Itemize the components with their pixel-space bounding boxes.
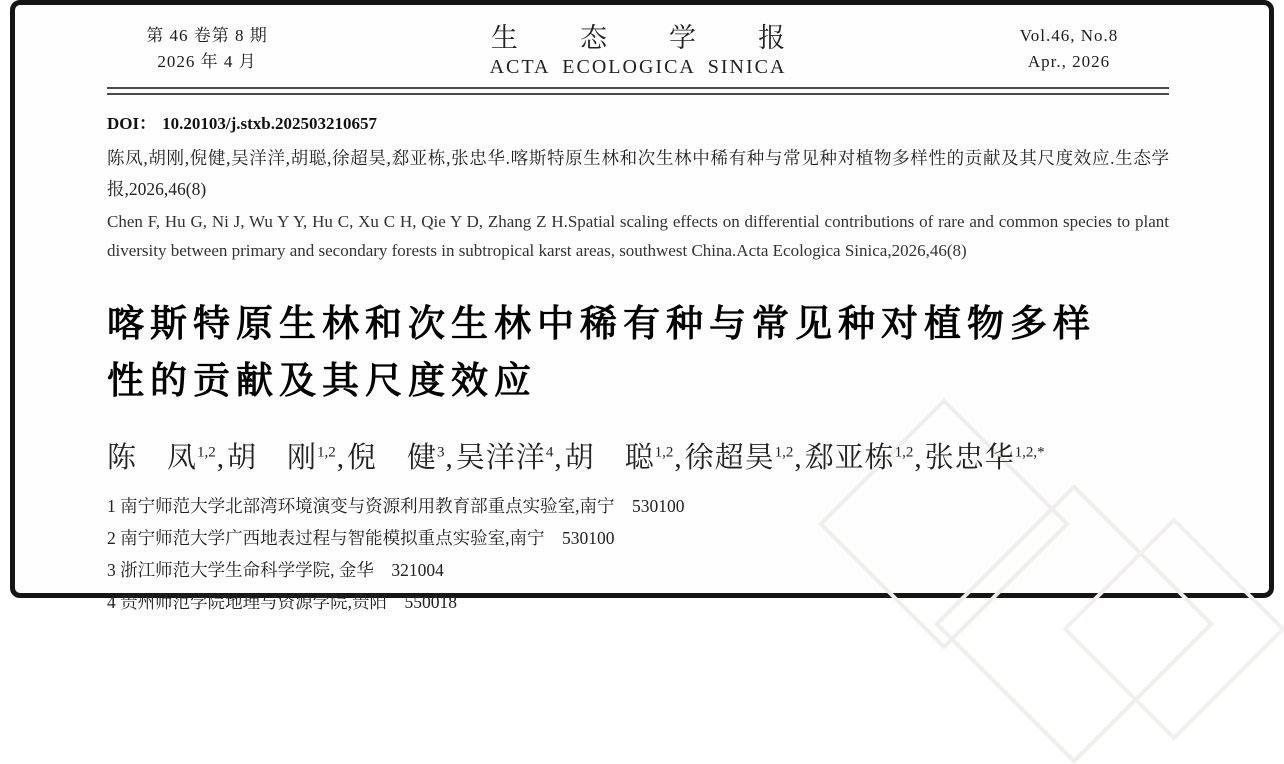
journal-title-block (307, 23, 969, 81)
author-separator: , (674, 442, 683, 474)
journal-header (107, 23, 1169, 81)
author-separator: , (554, 442, 563, 474)
author-separator: , (216, 442, 226, 474)
author-name: 胡 聪$^{1,2}$ (564, 442, 674, 474)
journal-title-en: ACTA ECOLOGICA SINICA (489, 56, 787, 78)
journal-issue-info (107, 23, 307, 75)
author-separator: , (794, 442, 803, 474)
article-title-line2: 性的贡献及其尺度效应 (107, 360, 537, 401)
doi-line (107, 109, 1169, 134)
header-divider (107, 87, 1169, 95)
affiliation-row: 3 浙江师范大学生命科学学院, 金华 321004 (107, 560, 444, 580)
author-name: 倪 健$^3$ (347, 442, 445, 474)
page-content (15, 5, 1269, 618)
scanned-page (10, 0, 1274, 612)
author-affiliation-superscript: 1,2 (197, 444, 216, 461)
author-affiliation-superscript: 4 (545, 444, 554, 461)
volume-number-en: Vol.46, No.8 (1019, 26, 1119, 45)
doi-value: 10.20103/j.stxb.202503210657 (162, 114, 377, 133)
author-separator: , (336, 442, 346, 474)
author-name: 吴洋洋$^4$ (455, 442, 554, 474)
affiliation-row: 2 南宁师范大学广西地表过程与智能模拟重点实验室,南宁 530100 (107, 528, 615, 548)
author-separator: , (445, 442, 454, 474)
journal-volume-info (969, 23, 1169, 75)
doi-label: DOI： (107, 114, 157, 133)
author-affiliation-superscript: 1,2 (894, 444, 914, 461)
citation-english: Chen F, Hu G, Ni J, Wu Y Y, Hu C, Xu C H, Qie Y D, Zhang Z H.Spatial scaling effects on differential contributions of rare and common species to plant diversity between primary and secondary forests in subtropical karst areas, southwest China.Acta Ecologica Sinica,2026,46(8) (107, 212, 1169, 260)
author-name: 陈 凤$^{1,2}$ (107, 442, 216, 474)
author-name: 张忠华$^{1,2,*}$ (924, 442, 1045, 474)
issue-date-cn: 2026 年 4 月 (157, 52, 257, 71)
author-separator: , (914, 442, 923, 474)
author-affiliation-superscript: 1,2 (774, 444, 794, 461)
author-affiliation-superscript: 1,2 (654, 444, 674, 461)
affiliations-list (107, 490, 1169, 618)
citation-chinese: 陈凤,胡刚,倪健,吴洋洋,胡聪,徐超昊,郄亚栋,张忠华.喀斯特原生林和次生林中稀有种与常见种对植物多样性的贡献及其尺度效应.生态学报,2026,46(8) (107, 148, 1169, 199)
issue-date-en: Apr., 2026 (1027, 52, 1111, 71)
affiliation-row: 4 贵州师范学院地理与资源学院,贵阳 550018 (107, 592, 457, 612)
author-name: 胡 刚$^{1,2}$ (227, 442, 336, 474)
author-affiliation-superscript: 3 (437, 444, 445, 461)
author-affiliation-superscript: 1,2 (317, 444, 336, 461)
authors-line (107, 435, 1169, 476)
article-title-line1: 喀斯特原生林和次生林中稀有种与常见种对植物多样 (107, 303, 1096, 344)
affiliation-row: 1 南宁师范大学北部湾环境演变与资源利用教育部重点实验室,南宁 530100 (107, 496, 685, 516)
author-name: 徐超昊$^{1,2}$ (684, 442, 794, 474)
author-affiliation-superscript: 1,2,* (1014, 444, 1045, 461)
issue-number-cn: 第 46 卷第 8 期 (146, 26, 268, 45)
article-title (107, 295, 1169, 409)
author-name: 郄亚栋$^{1,2}$ (804, 442, 914, 474)
journal-title-cn: 生态学报 (490, 23, 848, 53)
